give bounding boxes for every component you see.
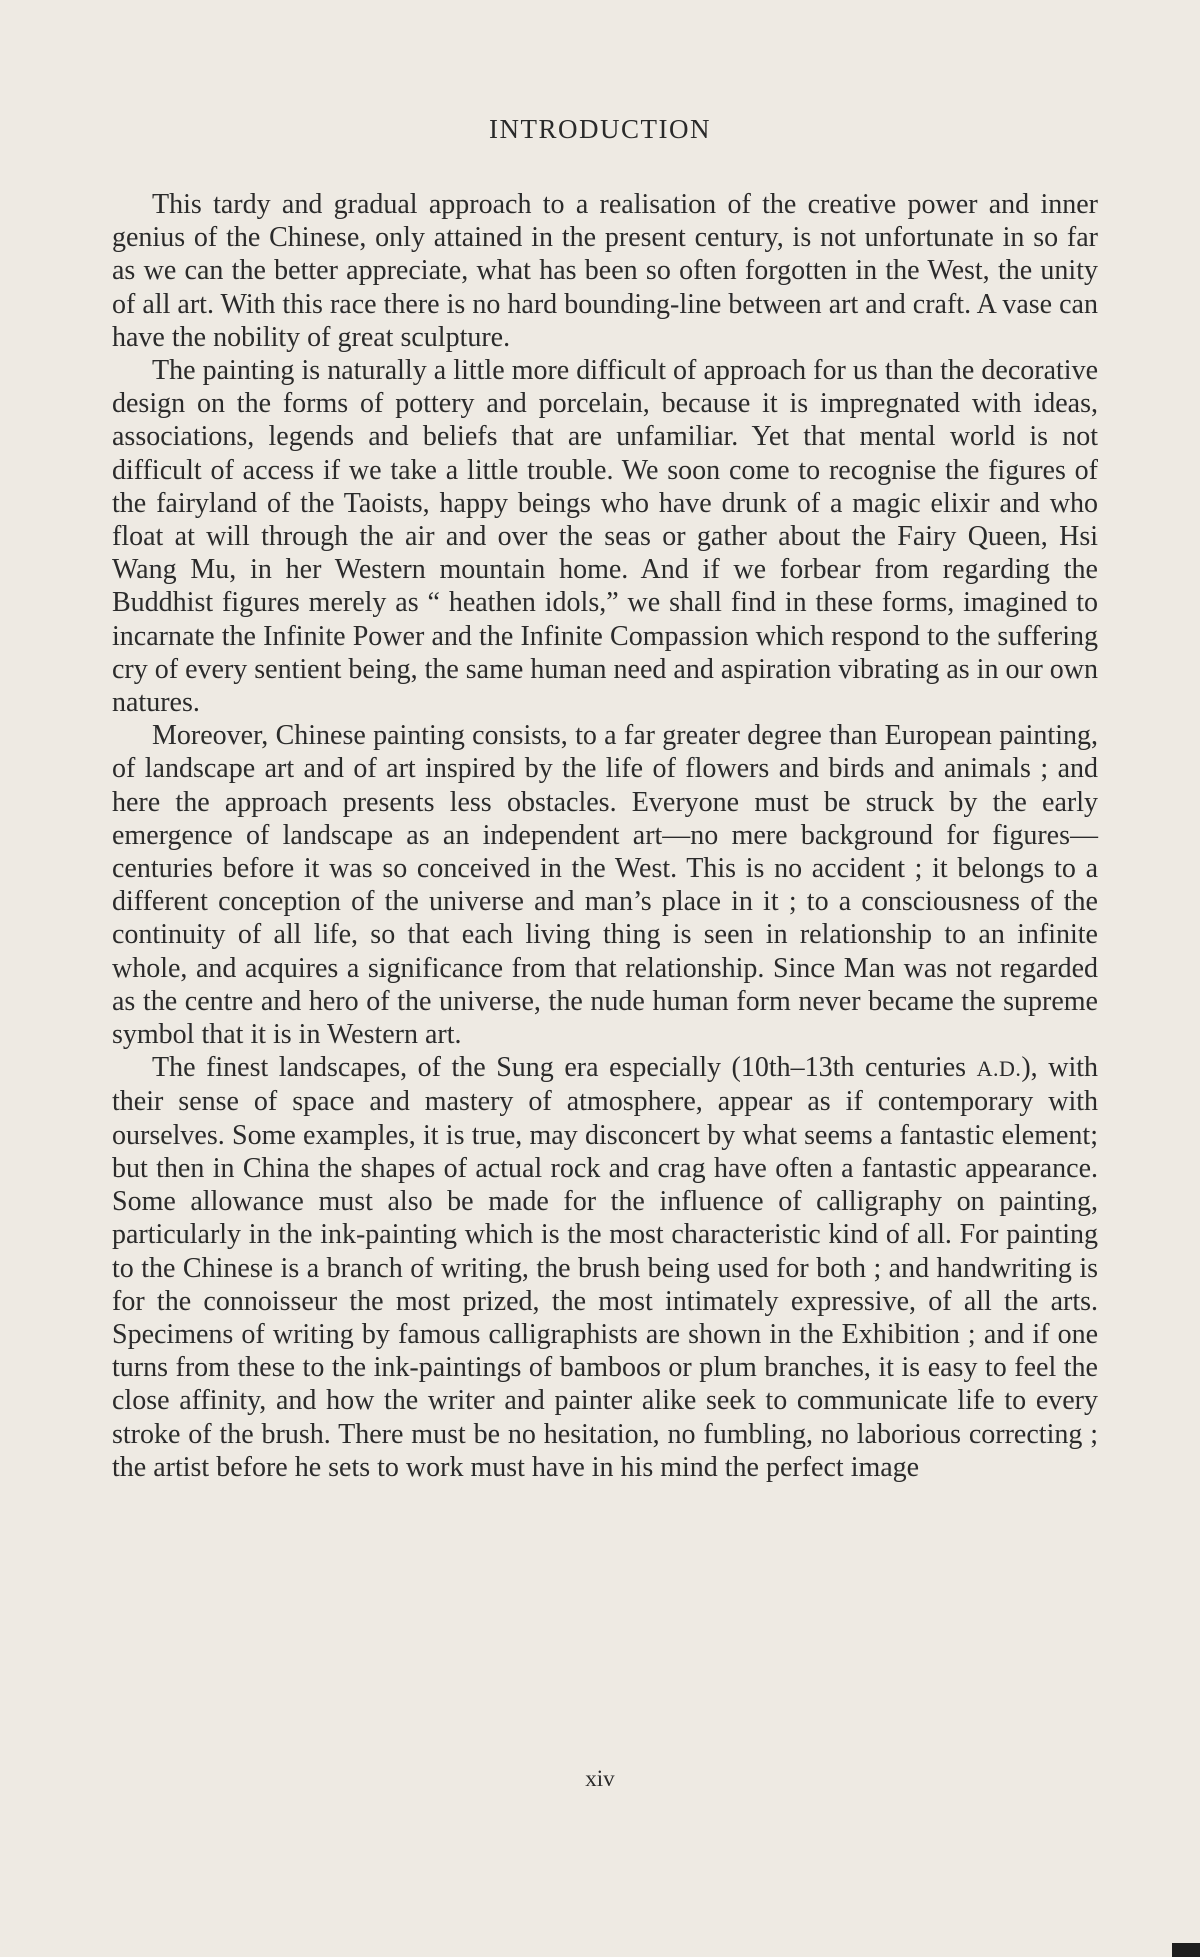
- era-abbreviation: A.D.: [976, 1056, 1022, 1082]
- page-number: xiv: [585, 1766, 615, 1791]
- paragraph-4-text-after: ), with their sense of space and mastery of atmosphere, appear as if contemporary with ourselves. Some examples, it is true, may disconcert by what seems a fantastic element; but then in China the shapes of actual rock and crag have often a fantastic appearance. Some allowance must also be made for the influence of calligraphy on painting, particularly in the ink-painting which is the most characteristic kind of all. For painting to the Chinese is a branch of writing, the brush being used for both ; and handwriting is for the connoisseur the most prized, the most intimately expressive, of all the arts. Specimens of writing by famous calligraphists are shown in the Exhibition ; and if one turns from these to the ink-paintings of bamboos or plum branches, it is easy to feel the close affinity, and how the writer and painter alike seek to communicate life to every stroke of the brush. There must be no hesitation, no fumbling, no laborious correcting ; the artist before he sets to work must have in his mind the perfect image: [112, 1052, 1098, 1483]
- paragraph-1: This tardy and gradual approach to a realisation of the creative power and inner genius of the Chinese, only attained in the present century, is not unfortunate in so far as we can the better appreciate, what has been so often forgotten in the West, the unity of all art. With this race there is no hard bounding-line between art and craft. A vase can have the nobility of great sculpture.: [112, 189, 1098, 353]
- paragraph-2: The painting is naturally a little more difficult of approach for us than the decorative design on the forms of pottery and porcelain, because it is impregnated with ideas, associations, legends and beliefs that are unfamiliar. Yet that mental world is not difficult of access if we take a little trouble. We soon come to recognise the figures of the fairyland of the Taoists, happy beings who have drunk of a magic elixir and who float at will through the air and over the seas or gather about the Fairy Queen, Hsi Wang Mu, in her Western mountain home. And if we forbear from regarding the Buddhist figures merely as “ heathen idols,” we shall find in these forms, imagined to incarnate the Infinite Power and the Infinite Compassion which respond to the suffering cry of every sentient being, the same human need and aspiration vibrating as in our own natures.: [112, 355, 1098, 719]
- body-text: [112, 188, 1098, 1484]
- paragraph-3: Moreover, Chinese painting consists, to a far greater degree than European painting, of landscape art and of art inspired by the life of flowers and birds and animals ; and here the approach presents less obstacles. Everyone must be struck by the early emergence of landscape as an independent art—no mere background for figures—centuries before it was so conceived in the West. This is no accident ; it belongs to a different conception of the universe and man’s place in it ; to a consciousness of the continuity of all life, so that each living thing is seen in relationship to an infinite whole, and acquires a significance from that relationship. Since Man was not regarded as the centre and hero of the universe, the nude human form never became the supreme symbol that it is in Western art.: [112, 720, 1098, 1051]
- running-head-title: INTRODUCTION: [489, 114, 711, 144]
- paragraph-4: [112, 1051, 1098, 1484]
- scan-corner-mark: [1172, 1943, 1200, 1957]
- paragraph-4-text-before: The finest landscapes, of the Sung era especially (10th–13th centuries: [152, 1052, 977, 1084]
